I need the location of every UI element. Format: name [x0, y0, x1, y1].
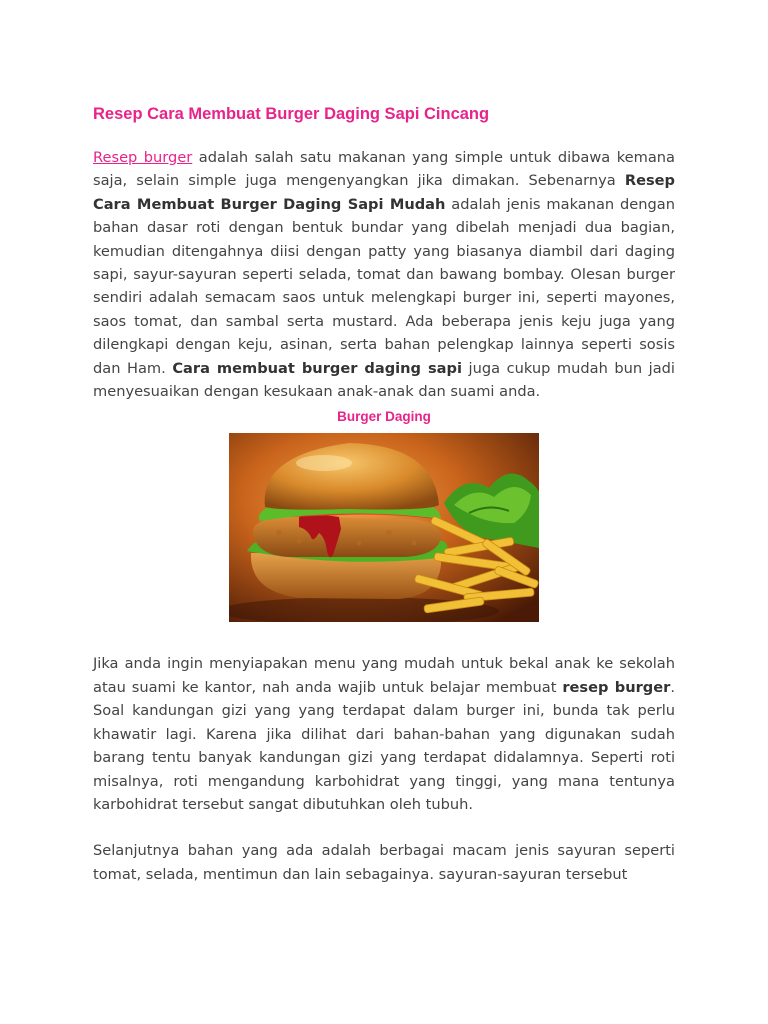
- intro-bold-2: Cara membuat burger daging sapi: [172, 359, 462, 377]
- paragraph-nutrition: [93, 652, 675, 816]
- article-body: [93, 102, 675, 886]
- intro-text-3: juga cukup mudah bun jadi menyesuaikan dengan kesukaan anak-anak dan suami anda.: [93, 359, 675, 401]
- intro-text-2: adalah jenis makanan dengan bahan dasar roti dengan bentuk bundar yang dibelah menjadi dua bagian, kemudian ditengahnya diisi dengan patty yang biasanya diambil dari daging sapi, sayur-sayuran seperti selada, tomat dan bawang bombay. Olesan burger sendiri adalah semacam saos untuk melengkapi burger ini, seperti mayones, saos tomat, dan sambal serta mustard. Ada beberapa jenis keju juga yang dilengkapi dengan keju, asinan, serta bahan pelengkap lainnya seperti sosis dan Ham.: [93, 195, 675, 377]
- article-title: Resep Cara Membuat Burger Daging Sapi Cincang: [93, 105, 490, 123]
- intro-bold-1: Resep Cara Membuat Burger Daging Sapi Mudah: [93, 172, 675, 213]
- vegetables-text-1: Selanjutnya bahan yang ada adalah berbagai macam jenis sayuran seperti tomat, selada, mentimun dan lain sebagainya. sayuran-sayuran tersebut: [93, 842, 675, 883]
- nutrition-text-2: . Soal kandungan gizi yang yang terdapat dalam burger ini, bunda tak perlu khawatir lagi. Karena jika dilihat dari bahan-bahan yang digunakan sudah barang tentu banyak kandungan gizi yang terdapat didalamnya. Seperti roti misalnya, roti mengandung karbohidrat yang tinggi, yang mana tentunya karbohidrat tersebut sangat dibutuhkan oleh tubuh.: [93, 678, 675, 813]
- burger-photo: [229, 433, 539, 622]
- paragraph-vegetables: [93, 839, 675, 886]
- nutrition-bold-1: resep burger: [562, 678, 671, 696]
- resep-burger-link[interactable]: Resep burger: [93, 149, 193, 166]
- nutrition-text-1: Jika anda ingin menyiapakan menu yang mudah untuk bekal anak ke sekolah atau suami ke kantor, nah anda wajib untuk belajar membuat: [93, 655, 675, 696]
- burger-illustration: [229, 433, 539, 622]
- image-caption: Burger Daging: [337, 409, 431, 425]
- intro-text-1: adalah salah satu makanan yang simple untuk dibawa kemana saja, selain simple juga mengenyangkan jika dimakan. Sebenarnya: [93, 149, 675, 190]
- paragraph-intro: [93, 146, 675, 403]
